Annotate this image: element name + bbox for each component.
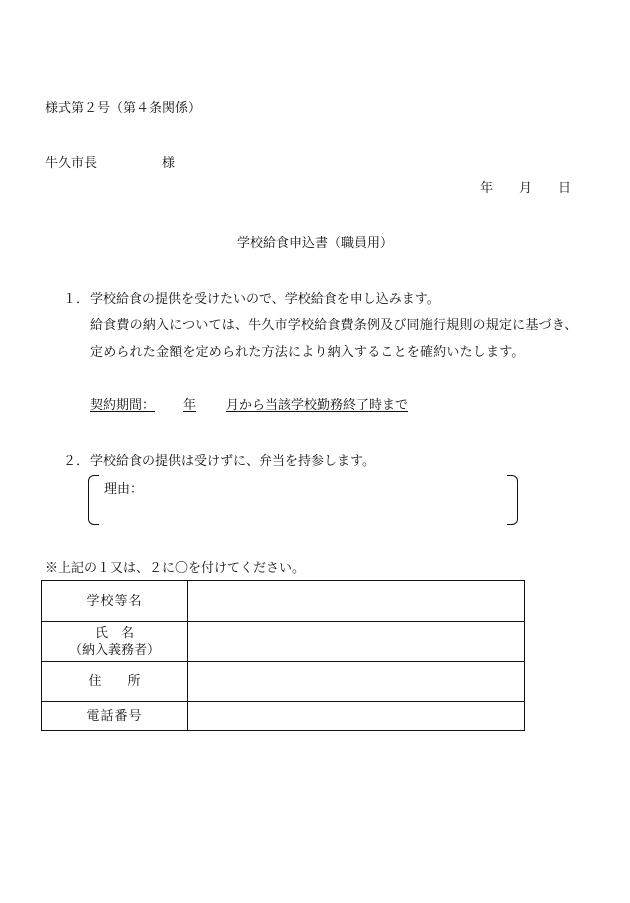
reason-bracket-right [507, 475, 518, 525]
document-title: 学校給食申込書（職員用） [236, 236, 393, 251]
option1-number: １． [63, 292, 90, 307]
payer-name-label-line1: 氏 名 [94, 625, 134, 641]
contract-rest: 月から当該学校勤務終了時まで [226, 398, 409, 413]
table-row [42, 662, 525, 702]
table-row [42, 581, 525, 622]
payer-name-label-line2: （納入義務者） [68, 642, 160, 658]
table-row [42, 702, 525, 731]
addressee: 牛久市長 [45, 156, 98, 171]
payer-name-label [42, 622, 188, 662]
option2-text: 学校給食の提供は受けずに、弁当を持参します。 [90, 454, 375, 469]
option2-number: ２． [63, 454, 90, 469]
instruction-note: ※上記の１又は、２に〇を付けてください。 [45, 561, 306, 576]
form-number: 様式第２号（第４条関係） [45, 101, 202, 116]
date-line [480, 182, 571, 195]
reason-label: 理由： [104, 482, 144, 497]
phone-field[interactable] [188, 702, 525, 731]
address-label: 住 所 [42, 662, 188, 702]
applicant-info-table [41, 580, 525, 731]
address-field[interactable] [188, 662, 525, 702]
school-name-field[interactable] [188, 581, 525, 622]
contract-period [90, 399, 408, 412]
contract-label: 契約期間： [90, 398, 156, 413]
school-name-label: 学校等名 [42, 581, 188, 622]
table-row [42, 622, 525, 662]
date-day: 日 [558, 181, 572, 196]
date-month: 月 [519, 181, 533, 196]
option1-text: 学校給食の提供を受けたいので、学校給食を申し込みます。 [90, 292, 440, 307]
payer-name-field[interactable] [188, 622, 525, 662]
phone-label: 電話番号 [42, 702, 188, 731]
option1-body: 給食費の納入については、牛久市学校給食費条例及び同施行規則の規定に基づき、定められた金額を定められた方法により納入することを確約いたします。 [90, 318, 578, 360]
date-year: 年 [480, 181, 494, 196]
reason-bracket-left [88, 475, 99, 525]
contract-year: 年 [183, 398, 197, 413]
addressee-honorific: 様 [162, 156, 176, 171]
